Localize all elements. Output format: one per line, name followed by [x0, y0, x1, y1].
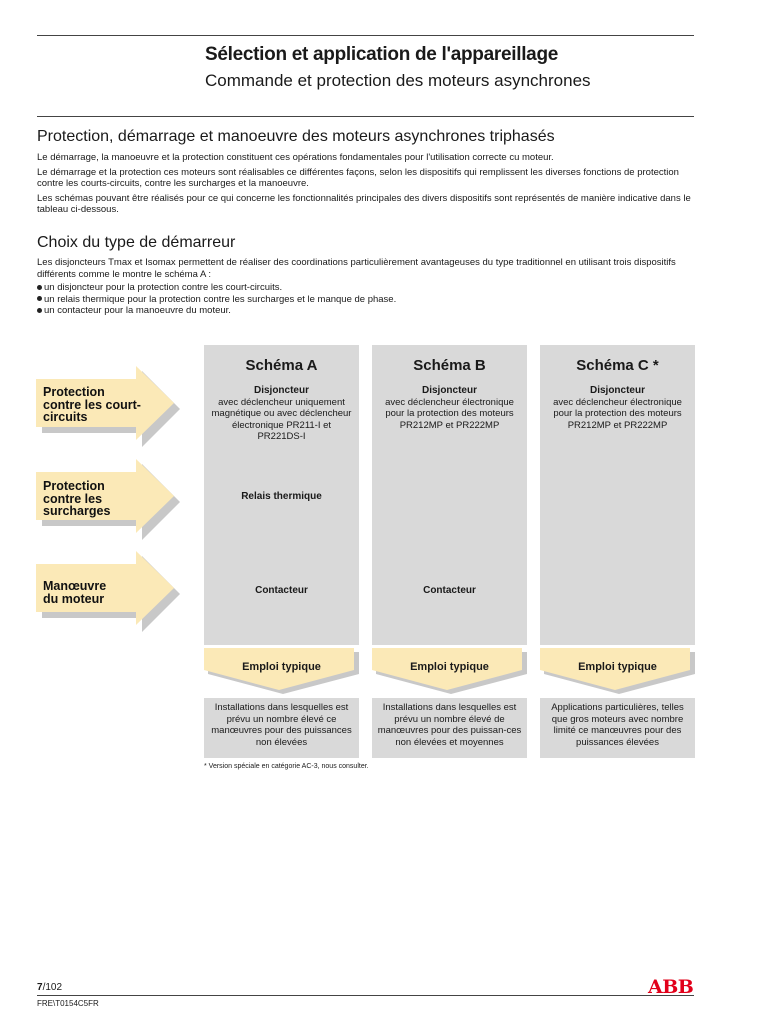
bullet-icon	[37, 308, 42, 313]
schema-title: Schéma B	[413, 357, 486, 374]
page-title: Sélection et application de l'appareillage	[205, 44, 559, 65]
function-arrow-motor-switching	[33, 551, 183, 633]
breaker-description: Disjoncteur avec déclencheur électronique pour la protection des moteurs PR212MP et PR222MP	[553, 385, 682, 431]
paragraph: Le démarrage, la manoeuvre et la protection constituent ces opérations fondamentales pour l'utilisation correcte cu moteur.	[37, 152, 554, 163]
document-code: FRE\T0154C5FR	[37, 999, 99, 1008]
section1-text	[37, 152, 697, 219]
footer-rule	[37, 995, 694, 996]
function-arrow-overload	[33, 459, 183, 541]
page-subtitle: Commande et protection des moteurs asynchrones	[205, 71, 591, 90]
footnote: * Version spéciale en catégorie AC-3, nous consulter.	[204, 763, 369, 770]
header-rule	[37, 116, 694, 117]
function-arrow-short-circuit	[33, 366, 183, 448]
usage-box-b	[372, 698, 527, 758]
abb-logo: ABB	[648, 976, 694, 998]
usage-label: Emploi typique	[578, 661, 657, 673]
schema-column-b	[372, 345, 527, 645]
top-rule	[37, 35, 694, 36]
paragraph: Le démarrage et la protection ces moteurs sont réalisables ce différentes façons, selon les dispositifs qui remplissent les diverses fonctions de protection contre les courts-circuits, contre les surcharges et la manoeuvre.	[37, 166, 679, 189]
bullet-icon	[37, 296, 42, 301]
usage-label: Emploi typique	[242, 661, 321, 673]
relay-label: Relais thermique	[241, 491, 322, 502]
page-number: 7/102	[37, 982, 63, 993]
list-item: un contacteur pour la manoeuvre du moteur.	[37, 305, 396, 317]
usage-arrow-a	[204, 648, 359, 694]
bullet-list	[37, 282, 396, 317]
section2-intro: Les disjoncteurs Tmax et Isomax permettent de réaliser des coordinations particulièrement avantageuses du type traditionnel en utilisant trois dispositifs différents comme le montre le schéma A :	[37, 257, 676, 280]
breaker-description: Disjoncteur avec déclencheur uniquement magnétique ou avec déclencheur électronique PR211-I et PR221DS-I	[211, 385, 352, 442]
contactor-label: Contacteur	[255, 585, 308, 596]
usage-text: Installations dans lesquelles est prévu un nombre élevé ce manœuvres pour des puissances non élevées	[211, 702, 352, 748]
usage-arrow-b	[372, 648, 527, 694]
contactor-label: Contacteur	[423, 585, 476, 596]
schema-column-c	[540, 345, 695, 645]
section-heading-protection: Protection, démarrage et manoeuvre des moteurs asynchrones triphasés	[37, 128, 555, 145]
schema-title: Schéma C *	[576, 357, 659, 374]
bullet-icon	[37, 285, 42, 290]
schema-column-a	[204, 345, 359, 645]
function-label: Protection contre les court- circuits	[43, 385, 141, 424]
usage-box-c	[540, 698, 695, 758]
schema-title: Schéma A	[245, 357, 318, 374]
list-item: un disjoncteur pour la protection contre les court-circuits.	[37, 282, 396, 294]
usage-arrow-c	[540, 648, 695, 694]
paragraph: Les schémas pouvant être réalisés pour ce qui concerne les fonctionnalités principales des divers dispositifs sont représentés de manière indicative dans le tableau ci-dessous.	[37, 192, 691, 215]
usage-text: Installations dans lesquelles est prévu un nombre élevé de manœuvres pour des puissan-ces non élevées et moyennes	[377, 702, 522, 748]
function-label: Protection contre les surcharges	[43, 479, 111, 518]
list-item: un relais thermique pour la protection contre les surcharges et le manque de phase.	[37, 294, 396, 306]
usage-text: Applications particulières, telles que gros moteurs avec nombre limité ce manœuvres pour des puissances élevées	[551, 702, 684, 748]
usage-label: Emploi typique	[410, 661, 489, 673]
section-heading-starter-choice: Choix du type de démarreur	[37, 234, 236, 251]
function-label: Manœuvre du moteur	[43, 579, 107, 606]
breaker-description: Disjoncteur avec déclencheur électronique pour la protection des moteurs PR212MP et PR222MP	[385, 385, 514, 431]
usage-box-a	[204, 698, 359, 758]
